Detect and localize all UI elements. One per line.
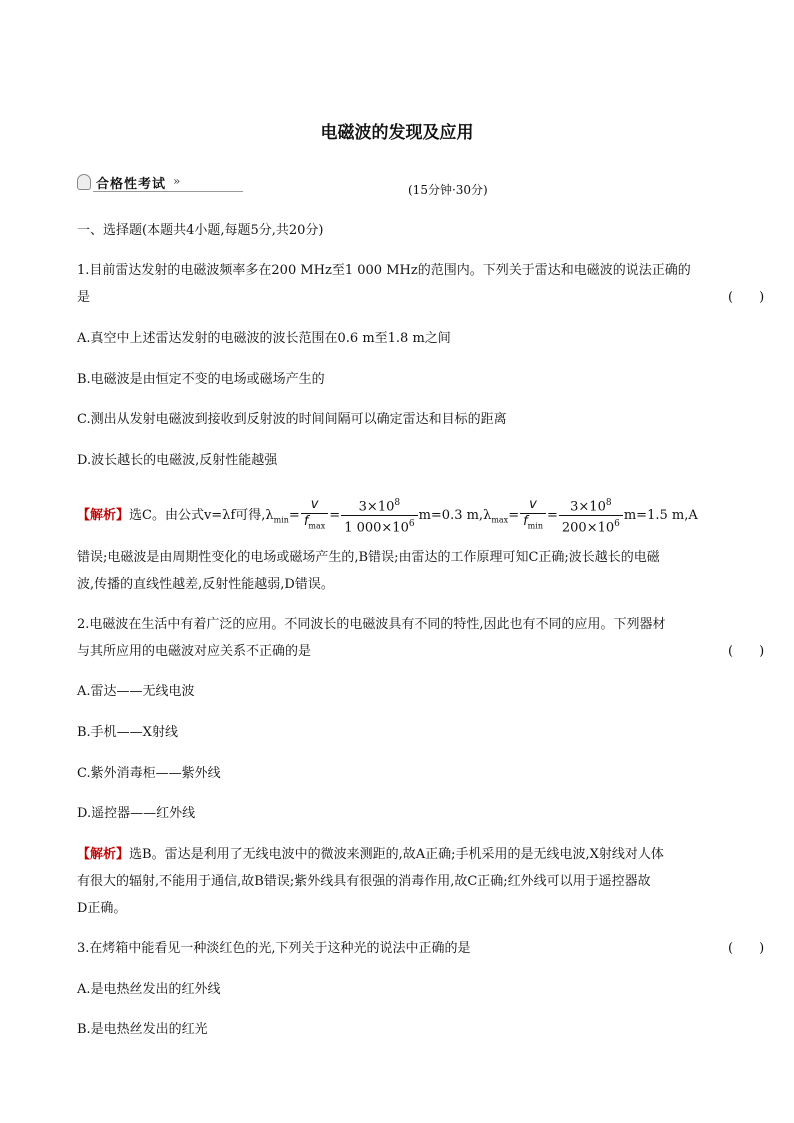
q2-analysis-line2: 有很大的辐射,不能用于通信,故B错误;紫外线具有很强的消毒作用,故C正确;红外线可以用于遥控器故	[77, 874, 651, 889]
q1-stem-line2: 是	[77, 290, 91, 305]
q3-answer-bracket: ( )	[728, 941, 765, 956]
formula-fraction: $\frac{3\times 10^8}{200\times 10^6}$	[559, 495, 623, 537]
q1-option-d: D.波长越长的电磁波,反射性能越强	[77, 453, 278, 468]
time-score: (15分钟·30分)	[408, 183, 488, 197]
q2-stem-line2: 与其所应用的电磁波对应关系不正确的是	[77, 644, 312, 659]
q2-answer-bracket: ( )	[728, 644, 765, 659]
q2-analysis-line3: D正确。	[77, 901, 127, 916]
lightbulb-icon	[77, 174, 91, 190]
q2-option-b: B.手机——X射线	[77, 725, 178, 740]
part-heading: 一、选择题(本题共4小题,每题5分,共20分)	[77, 223, 324, 238]
section-underline	[93, 191, 243, 192]
q2-stem-line1: 2.电磁波在生活中有着广泛的应用。不同波长的电磁波具有不同的特性,因此也有不同的应用。下列器材	[77, 617, 666, 632]
double-chevron-icon: »	[173, 174, 181, 188]
page-title: 电磁波的发现及应用	[320, 123, 474, 143]
q1-analysis-line2: 错误;电磁波是由周期性变化的电场或磁场产生的,B错误;由雷达的工作原理可知C正确;波长越长的电磁	[77, 550, 660, 565]
q3-option-b: B.是电热丝发出的红光	[77, 1022, 208, 1037]
formula-fraction: $\frac{3\times 10^8}{1 000\times 10^6}$	[341, 495, 417, 537]
q1-option-a: A.真空中上述雷达发射的电磁波的波长范围在0.6 m至1.8 m之间	[77, 331, 451, 346]
q2-option-a: A.雷达——无线电波	[77, 684, 195, 699]
q1-option-c: C.测出从发射电磁波到接收到反射波的时间间隔可以确定雷达和目标的距离	[77, 412, 507, 427]
q1-option-b: B.电磁波是由恒定不变的电场或磁场产生的	[77, 372, 325, 387]
q2-analysis-line1: 【解析】选B。雷达是利用了无线电波中的微波来测距的,故A正确;手机采用的是无线电波,X射线对人体	[77, 847, 664, 862]
q3-stem-line1: 3.在烤箱中能看见一种淡红色的光,下列关于这种光的说法中正确的是	[77, 941, 471, 956]
section-header	[77, 173, 247, 193]
formula-fraction: $\frac{v}{f_{min}}$	[520, 497, 546, 535]
q1-answer-bracket: ( )	[728, 290, 765, 305]
section-label: 合格性考试	[96, 177, 167, 192]
q1-analysis-line1: 【解析】选C。由公式v=λf可得$,\lambda_{min}=$ $\frac{v}{f_{max}}$ = $\frac{3\times 10^8}{1 000\times 10^6}$ m=0.3 $m,\lambda_{max}=$ $\frac{v}{f_{min}}$ = $\frac{3\times 10^8}{200\times 10^6}$ m=1.5 m,A	[77, 494, 698, 538]
q1-analysis-line3: 波,传播的直线性越差,反射性能越弱,D错误。	[77, 577, 334, 592]
formula-fraction: $\frac{v}{f_{max}}$	[301, 497, 328, 535]
q2-option-d: D.遥控器——红外线	[77, 806, 196, 821]
analysis-tag: 【解析】	[77, 508, 130, 523]
q2-option-c: C.紫外消毒柜——紫外线	[77, 766, 221, 781]
analysis-tag: 【解析】	[77, 847, 130, 862]
q1-stem-line1: 1.目前雷达发射的电磁波频率多在200 MHz至1 000 MHz的范围内。下列关于雷达和电磁波的说法正确的	[77, 263, 691, 278]
q3-option-a: A.是电热丝发出的红外线	[77, 982, 221, 997]
